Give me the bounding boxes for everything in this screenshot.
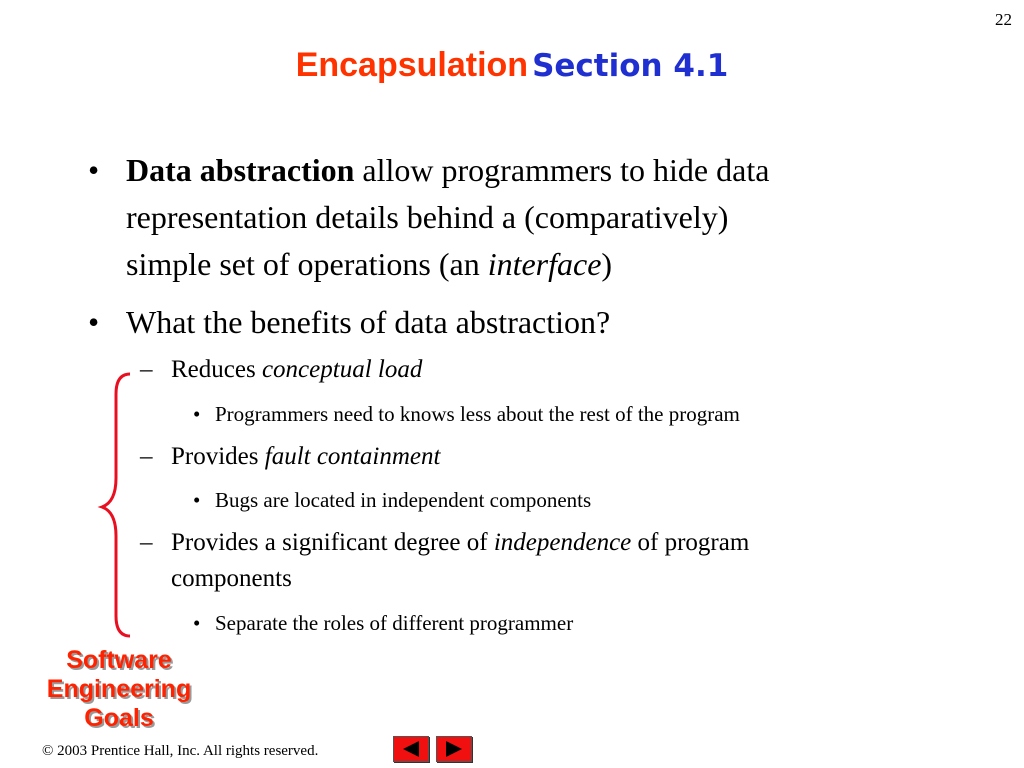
side-label-line: Goals [84,704,154,732]
bullet-text: allow programmers to hide data [354,152,770,188]
term-interface: interface [487,246,602,282]
bullet-benefits: What the benefits of data abstraction? [126,304,611,340]
bullet-dot: • [193,402,201,426]
bullet-line [126,246,612,283]
bullet-dot: • [193,611,201,635]
sub-text: Provides a significant degree of [171,529,494,556]
dash-marker: – [140,443,153,470]
bullet-line: representation details behind a (comparatively) [126,199,729,235]
bullet-data-abstraction [126,152,769,189]
bullet-dot: • [88,152,100,188]
side-label-line: Software [66,646,172,674]
dash-marker: – [140,529,153,556]
bullet-dot: • [193,488,201,512]
term-fault-containment: fault containment [264,443,441,470]
bullet-text: simple set of operations (an [126,246,488,282]
previous-slide-button[interactable] [393,736,429,762]
bullet-text: ) [601,246,613,282]
sub-text: Reduces [171,356,262,383]
sub-sub-item: Bugs are located in independent components [215,488,592,512]
term-data-abstraction: Data abstraction [126,152,355,188]
term-conceptual-load: conceptual load [261,356,423,383]
sub-item-conceptual-load [171,356,422,384]
curly-brace-icon [96,370,136,640]
slide-number: 22 [995,10,1012,29]
sub-text: Provides [171,443,265,470]
title-section: Section 4.1 [532,48,729,84]
bullet-dot: • [88,304,100,340]
next-slide-button[interactable] [436,736,472,762]
copyright-icon: © [42,743,54,759]
sub-item-line: components [171,565,292,592]
dash-marker: – [140,356,153,383]
sub-sub-item: Programmers need to knows less about the rest of the program [215,402,740,426]
copyright-notice [42,743,318,760]
sub-item-fault-containment [171,443,440,471]
copyright-text: 2003 Prentice Hall, Inc. All rights reserved. [53,743,319,759]
sub-sub-item: Separate the roles of different programmer [215,611,574,635]
triangle-right-icon [437,737,471,761]
side-label [14,646,224,733]
slide-title [0,46,1024,85]
term-independence: independence [493,529,632,556]
title-main: Encapsulation [295,46,529,84]
side-label-line: Engineering [46,675,192,703]
sub-text: of program [631,529,750,556]
triangle-left-icon [394,737,428,761]
sub-item-independence [171,529,749,557]
